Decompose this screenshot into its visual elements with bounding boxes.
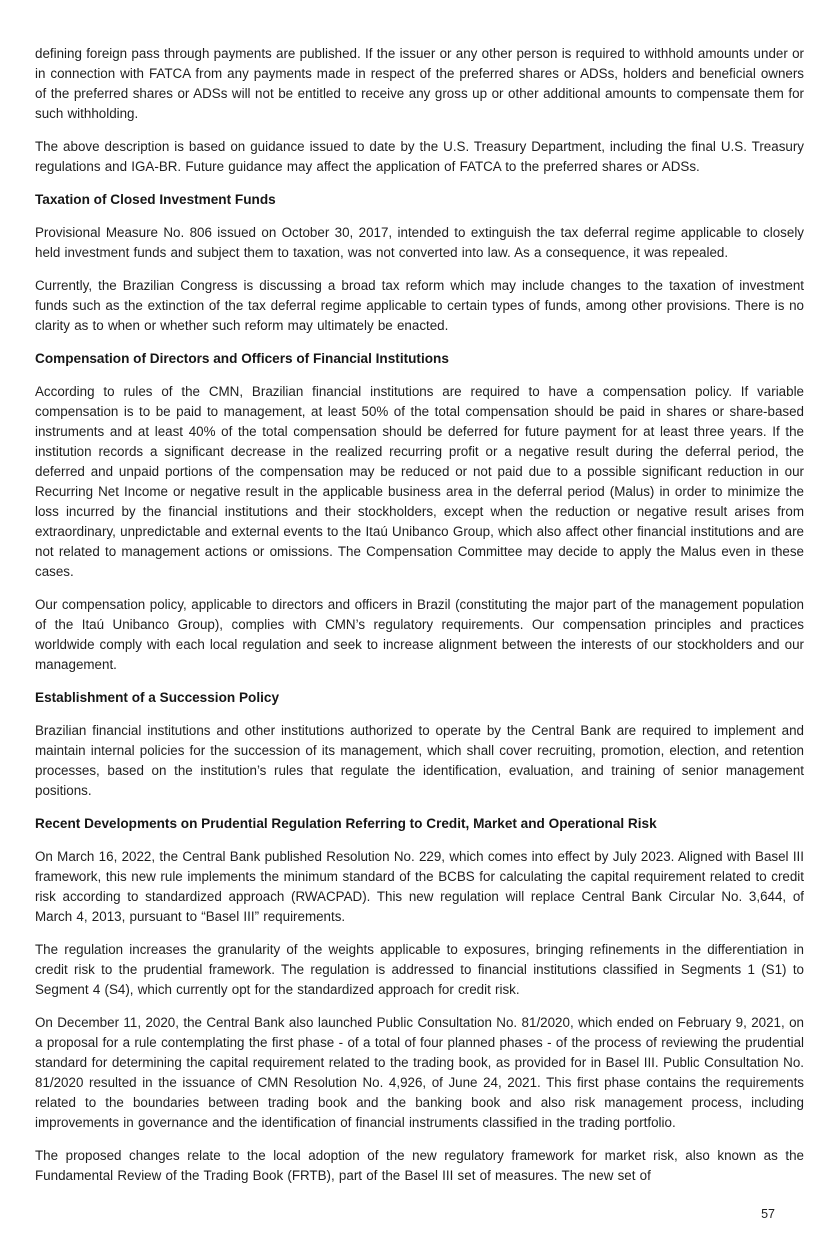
paragraph-succession-internal-policies: Brazilian financial institutions and other institutions authorized to operate by the Central Bank are required to implement and maintain internal policies for the succession of its management, which shall cover recruiting, promotion, election, and retention processes, based on the institution’s rules that regulate the identification, evaluation, and training of senior management positions.: [35, 723, 804, 798]
page-content: [35, 44, 804, 1199]
paragraph-brazilian-congress-tax-reform: Currently, the Brazilian Congress is discussing a broad tax reform which may include changes to the taxation of investment funds such as the extinction of the tax deferral regime applicable to certain types of funds, among other provisions. There is no clarity as to when or whether such reform may ultimately be enacted.: [35, 278, 804, 333]
paragraph-fatca-withholding: defining foreign pass through payments are published. If the issuer or any other person is required to withhold amounts under or in connection with FATCA from any payments made in respect of the preferred shares or ADSs, holders and beneficial owners of the preferred shares or ADSs will not be entitled to receive any gross up or other additional amounts to compensate them for such withholding.: [35, 46, 804, 121]
section-heading-taxation-closed-investment-funds: Taxation of Closed Investment Funds: [35, 192, 276, 207]
section-heading-succession-policy: Establishment of a Succession Policy: [35, 690, 280, 705]
paragraph-public-consultation-81-2020: On December 11, 2020, the Central Bank also launched Public Consultation No. 81/2020, which ended on February 9, 2021, on a proposal for a rule contemplating the first phase - of a total of four planned phases - of the process of reviewing the prudential standard for determining the capital requirement related to the trading book, as provided for in Basel III. Public Consultation No. 81/2020 resulted in the issuance of CMN Resolution No. 4,926, of June 24, 2021. This first phase contains the requirements related to the boundaries between trading book and the banking book and also risk management process, including improvements in governance and the identification of financial instruments classified in the trading portfolio.: [35, 1015, 804, 1130]
paragraph-cmn-compensation-rules: According to rules of the CMN, Brazilian financial institutions are required to have a compensation policy. If variable compensation is to be paid to management, at least 50% of the total compensation should be paid in shares or share-based instruments and at least 40% of the total compensation should be deferred for future payment for at least three years. If the institution records a significant decrease in the realized recurring profit or a negative result during the deferral period, the deferred and unpaid portions of the compensation may be reduced or not paid due to a possible significant reduction in our Recurring Net Income or negative result in the applicable business area in the deferral period (Malus) in order to minimize the loss incurred by the financial institutions and their stockholders, except when the reduction or negative result arises from extraordinary, unpredictable and external events to the Itaú Unibanco Group, which also affect other financial institutions and are not related to management actions or omissions. The Compensation Committee may decide to apply the Malus even in these cases.: [35, 384, 804, 579]
paragraph-frtb-proposed-changes: The proposed changes relate to the local adoption of the new regulatory framework for market risk, also known as the Fundamental Review of the Trading Book (FRTB), part of the Basel III set of measures. The new set of: [35, 1148, 804, 1183]
page-number: 57: [761, 1207, 775, 1221]
section-heading-compensation-directors-officers: Compensation of Directors and Officers of Financial Institutions: [35, 351, 449, 366]
section-heading-prudential-regulation: Recent Developments on Prudential Regulation Referring to Credit, Market and Operational Risk: [35, 816, 657, 831]
paragraph-regulation-granularity: The regulation increases the granularity of the weights applicable to exposures, bringing refinements in the differentiation in credit risk to the prudential framework. The regulation is addressed to financial institutions classified in Segments 1 (S1) to Segment 4 (S4), which currently opt for the standardized approach for credit risk.: [35, 942, 804, 997]
paragraph-provisional-measure-806: Provisional Measure No. 806 issued on October 30, 2017, intended to extinguish the tax deferral regime applicable to closely held investment funds and subject them to taxation, was not converted into law. As a consequence, it was repealed.: [35, 225, 804, 260]
paragraph-resolution-229: On March 16, 2022, the Central Bank published Resolution No. 229, which comes into effect by July 2023. Aligned with Basel III framework, this new rule implements the minimum standard of the BCBS for calculating the capital requirement related to credit risk according to standardized approach (RWACPAD). This new regulation will replace Central Bank Circular No. 3,644, of March 4, 2013, pursuant to “Basel III” requirements.: [35, 849, 804, 924]
paragraph-treasury-guidance: The above description is based on guidance issued to date by the U.S. Treasury Department, including the final U.S. Treasury regulations and IGA-BR. Future guidance may affect the application of FATCA to the preferred shares or ADSs.: [35, 139, 804, 174]
paragraph-compensation-policy: Our compensation policy, applicable to directors and officers in Brazil (constituting the major part of the management population of the Itaú Unibanco Group), complies with CMN’s regulatory requirements. Our compensation principles and practices worldwide comply with each local regulation and seek to increase alignment between the interests of our stockholders and our management.: [35, 597, 804, 672]
